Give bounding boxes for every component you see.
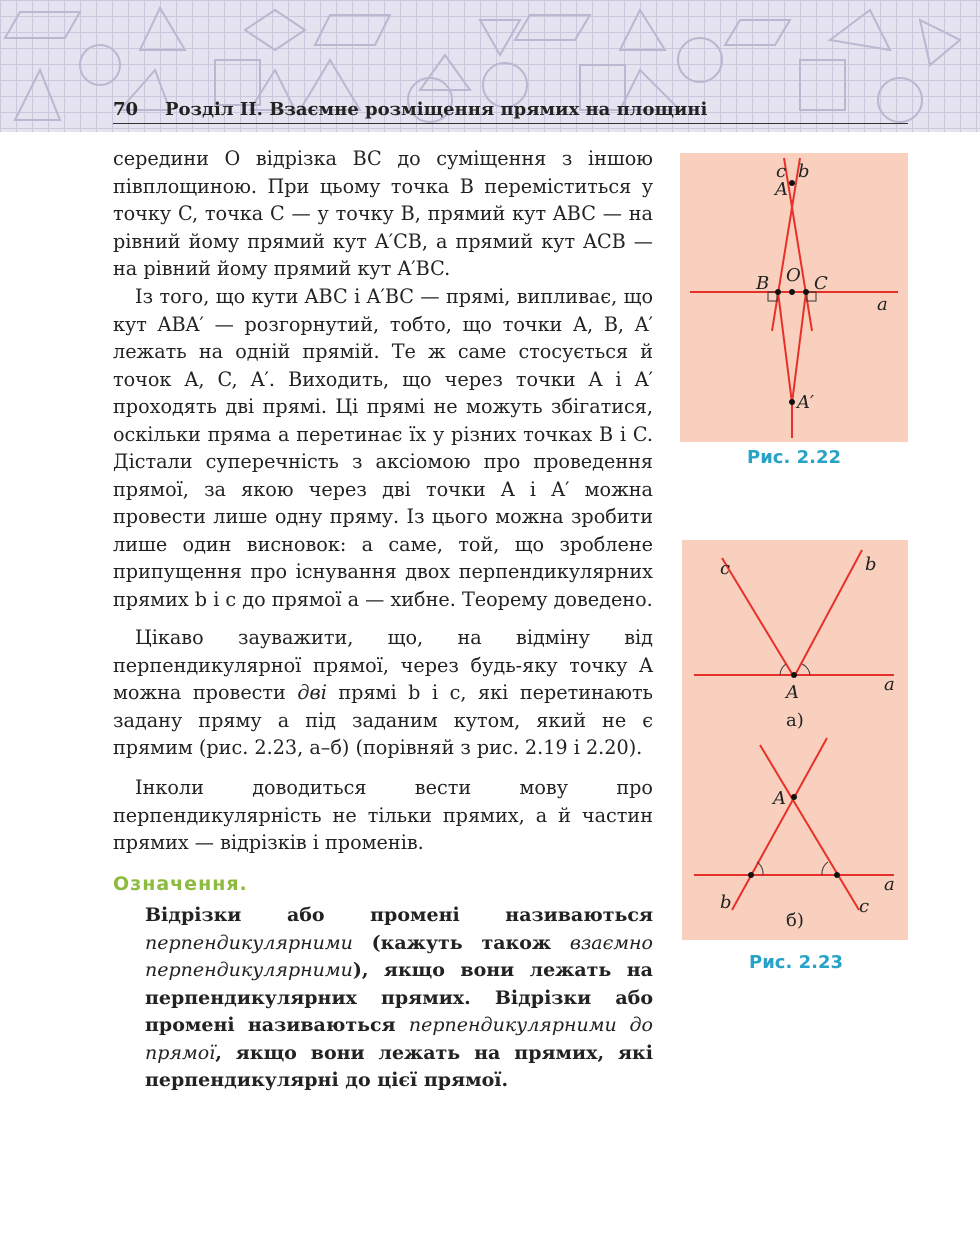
definition-text-4: , якщо вони лежать на прямих, які перпендикулярні до цієї прямої. [145, 1041, 653, 1091]
point-A-prime [789, 399, 795, 405]
segment-B-A-prime [778, 292, 792, 403]
part-a-label-A: A [786, 682, 799, 703]
part-a-label-c: c [720, 558, 731, 579]
label-b: b [798, 161, 810, 182]
part-a-angle-left-arc [780, 664, 786, 675]
point-B [775, 289, 781, 295]
part-a-label-a: a [884, 674, 895, 695]
part-a-angle-right-arc [802, 664, 810, 675]
figure-2-22-caption: Рис. 2.22 [747, 447, 841, 468]
label-B: B [756, 273, 770, 294]
part-a-label-b: b [865, 554, 877, 575]
figure-2-23-caption: Рис. 2.23 [749, 952, 843, 973]
label-C: C [814, 273, 828, 294]
remark-emphasis: дві [297, 681, 327, 704]
paragraph-segments-intro: Інколи доводиться вести мову про перпендикулярність не тільки прямих, а й частин прямих — відрізків і променів. [113, 776, 653, 854]
remark-text-2: прямі b і c, які перетинають задану пряму a під заданим кутом, який не є прямим (рис. 2.23, а–б) (порівняй з рис. 2.19 і 2.20). [113, 681, 654, 759]
definition-title: Означення. [113, 873, 248, 895]
definition-body [145, 902, 653, 1095]
definition-term-1: перпендикулярними [145, 931, 353, 954]
part-a-sublabel: а) [786, 710, 804, 731]
part-b-label-c: c [859, 896, 870, 917]
part-a-point-A [791, 672, 797, 678]
part-b-line-b [732, 738, 827, 910]
remark-text-1: Цікаво зауважити, що, на відміну від перпендикулярної прямої, через будь-яку точку A можна провести [113, 626, 653, 704]
figure-2-23 [682, 540, 908, 940]
part-b-label-a: a [884, 874, 895, 895]
figure-2-23-drawing [682, 540, 908, 940]
chapter-title: Розділ ІІ. Взаємне розміщення прямих на площині [165, 99, 708, 120]
part-a-line-c [722, 558, 794, 677]
line-c [784, 158, 812, 331]
part-b-point-right [834, 872, 840, 878]
definition-term-2: взаємно перпендикулярними [145, 931, 653, 981]
definition-text-2: (кажуть також [352, 931, 570, 954]
point-A [789, 180, 795, 186]
label-O: O [786, 265, 801, 286]
figure-2-22-drawing [680, 153, 908, 442]
part-b-angle-right-arc [822, 862, 828, 875]
point-O [789, 289, 795, 295]
part-b-point-A [791, 794, 797, 800]
label-A-prime: A′ [797, 392, 815, 413]
figure-2-22 [680, 153, 908, 442]
label-c: c [776, 161, 787, 182]
paragraph-proof: Із того, що кути ABC і A′BC — прямі, випливає, що кут ABA′ — розгорнутий, тобто, що точки A, B, A′ лежать на одній прямій. Те ж саме стосується й точок A, C, A′. Виходить, що через точки A і A′ проходять дві прямі. Ці прямі не можуть збігатися, оскільки пряма a перетинає їх у різних точках B і C. Дістали суперечність з аксіомою про проведення прямої, за якою через дві точки A і A′ можна провести лише одну пряму. Із цього можна зробити лише один висновок: а саме, той, що зроблене припущення про існування двох перпендикулярних прямих b і c до прямої a — хибне. Теорему доведено. [113, 285, 653, 611]
page-number: 70 [113, 99, 139, 120]
definition-term-3: перпендикулярними до прямої [145, 1014, 653, 1064]
paragraph-remark [113, 624, 653, 762]
point-C [803, 289, 809, 295]
part-a-line-b [794, 550, 862, 677]
page-header [113, 97, 908, 124]
definition-text-1: Відрізки або промені називаються [145, 904, 653, 926]
part-b-label-A: A [773, 788, 786, 809]
paragraph-continuation: середини O відрізка BC до суміщення з іншою півплощиною. При цьому точка B переміститься у точку C, точка C — у точку B, прямий кут ABC — на рівний йому прямий кут A′CB, а прямий кут ACB — на рівний йому прямий кут A′BC. [113, 147, 653, 280]
part-b-point-left [748, 872, 754, 878]
segment-C-A-prime [792, 292, 806, 403]
label-a: a [877, 294, 888, 315]
part-b-label-b: b [720, 892, 732, 913]
definition-text-3: ), якщо вони лежать на перпендикулярних прямих. Відрізки або промені називаються [145, 959, 653, 1036]
label-A: A [775, 179, 788, 200]
part-b-sublabel: б) [786, 910, 804, 931]
